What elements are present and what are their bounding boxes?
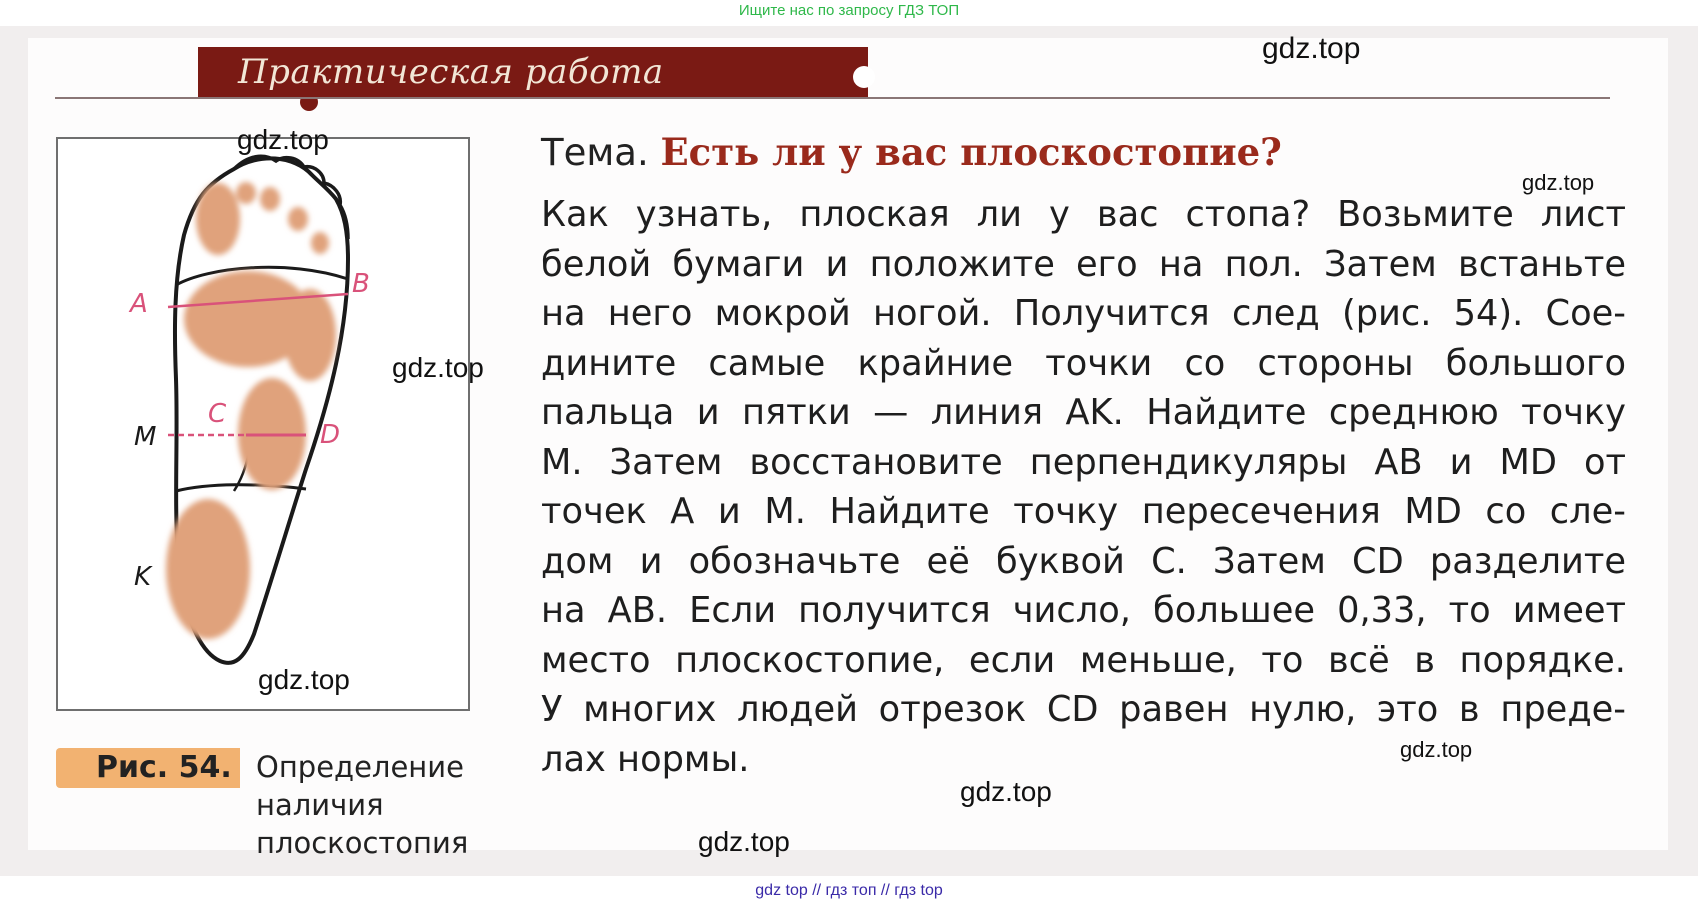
topic-label: Тема. xyxy=(541,131,649,174)
body-line: на AB. Если получится число, большее 0,33, то имеет xyxy=(541,590,1626,631)
figure-54 xyxy=(56,137,470,711)
label-m: M xyxy=(134,422,157,452)
watermark: gdz.top xyxy=(1400,737,1473,762)
footprint-diagram xyxy=(58,139,468,709)
toe-print-4 xyxy=(288,207,308,231)
label-a: A xyxy=(130,289,148,319)
body-line: Как узнать, плоская ли у вас стопа? Возьмите лист xyxy=(541,194,1626,235)
label-d: D xyxy=(320,420,341,450)
body-line: белой бумаги и положите его на пол. Затем встаньте xyxy=(541,243,1626,285)
label-c: C xyxy=(208,399,227,429)
body-paragraph xyxy=(541,190,1626,784)
watermark: gdz.top xyxy=(960,776,1052,807)
body-line: лах нормы. xyxy=(541,738,750,780)
body-line: дините самые крайние точки со стороны большого xyxy=(541,342,1626,384)
topic-title: Есть ли у вас плоскостопие? xyxy=(660,130,1282,174)
caption-text: Определение наличия плоскостопия xyxy=(256,750,469,860)
heel-print xyxy=(166,499,250,639)
footer-links[interactable]: gdz top // гдз топ // гдз top xyxy=(755,882,943,899)
big-toe-print xyxy=(196,183,240,255)
label-b: B xyxy=(352,269,370,299)
watermark: gdz.top xyxy=(392,352,484,383)
ribbon-knob xyxy=(300,93,318,111)
body-line: M. Затем восстановите перпендикуляры AB и MD от xyxy=(541,441,1626,483)
toe-print-5 xyxy=(311,232,329,254)
body-line: на него мокрой ногой. Получится след (рис. 54). Сое- xyxy=(541,293,1626,334)
watermark: gdz.top xyxy=(698,826,790,857)
toe-print-3 xyxy=(260,187,280,211)
body-line: дом и обозначьте её буквой C. Затем CD разделите xyxy=(541,540,1626,582)
watermark: gdz.top xyxy=(1262,32,1361,65)
ball-print-2 xyxy=(284,289,336,381)
section-title: Практическая работа xyxy=(238,52,664,92)
top-banner[interactable]: Ищите нас по запросу ГДЗ ТОП xyxy=(738,2,960,19)
watermark: gdz.top xyxy=(237,124,329,155)
header-rule xyxy=(55,97,1610,99)
body-line: У многих людей отрезок CD равен нулю, это в преде- xyxy=(541,689,1626,730)
ribbon-notch xyxy=(853,66,875,88)
body-line: место плоскостопие, если меньше, то всё в порядке. xyxy=(541,639,1626,681)
label-k: K xyxy=(134,562,152,592)
body-line: точек A и M. Найдите точку пересечения MD со сле- xyxy=(541,491,1626,532)
watermark: gdz.top xyxy=(258,664,350,695)
toe-print-2 xyxy=(236,182,256,204)
body-line: пальца и пятки — линия AK. Найдите среднюю точку xyxy=(541,392,1626,433)
watermark: gdz.top xyxy=(1522,170,1595,195)
caption-number: Рис. 54. xyxy=(96,750,232,785)
topic-heading xyxy=(541,128,1282,177)
